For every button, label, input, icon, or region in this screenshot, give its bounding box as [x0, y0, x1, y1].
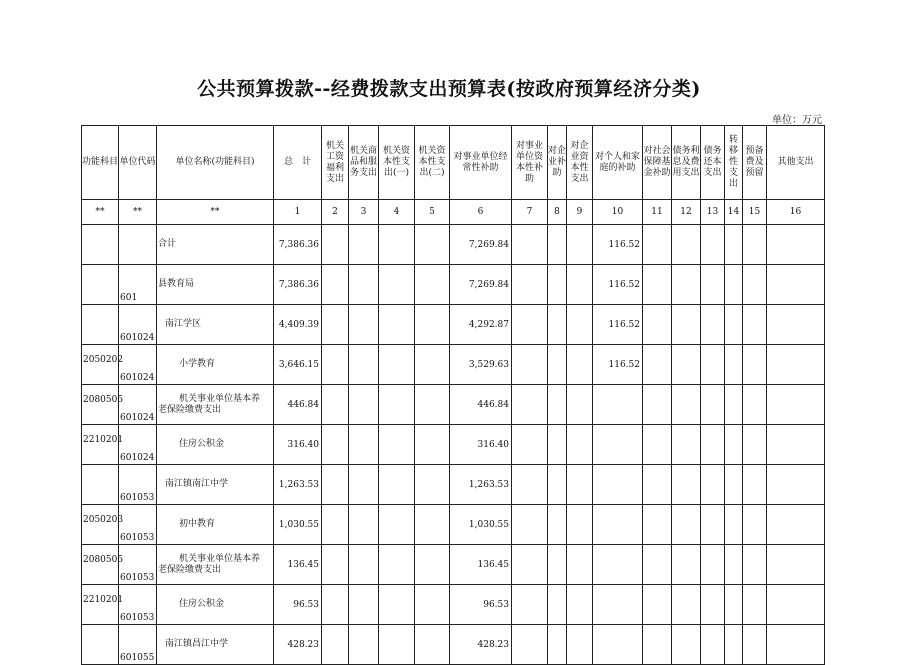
total-cell: 7,386.36: [274, 265, 322, 305]
value-cell: [767, 225, 825, 265]
func-code-cell: 2210201: [82, 585, 119, 625]
unit-code-cell: [119, 225, 157, 265]
table-row: [82, 505, 825, 545]
value-cell: [643, 425, 672, 465]
value-cell: [643, 345, 672, 385]
value-cell: [701, 305, 725, 345]
value-cell: [593, 545, 643, 585]
value-cell: [548, 425, 567, 465]
unit-name-line: 老保险缴费支出: [158, 404, 222, 415]
value-cell: [548, 305, 567, 345]
value-cell: [701, 425, 725, 465]
value-cell: [725, 585, 743, 625]
value-cell: [743, 345, 767, 385]
value-cell: [322, 305, 349, 345]
value-cell: [322, 265, 349, 305]
value-cell: [767, 385, 825, 425]
value-cell: [349, 545, 379, 585]
unit-code-cell: 601053: [119, 585, 157, 625]
value-cell: [548, 625, 567, 665]
col-header: 机关商品和服务支出: [349, 126, 379, 200]
value-cell: [379, 505, 415, 545]
value-cell: 116.52: [593, 345, 643, 385]
value-cell: [672, 465, 701, 505]
value-cell: [743, 225, 767, 265]
unit-name-cell: 南江镇昌江中学: [157, 625, 274, 665]
total-cell: 136.45: [274, 545, 322, 585]
index-cell: 1: [274, 200, 322, 225]
table-row: [82, 265, 825, 305]
func-code-cell: 2210201: [82, 425, 119, 465]
index-cell: 2: [322, 200, 349, 225]
value-cell: [743, 305, 767, 345]
value-cell: [743, 465, 767, 505]
col-header: 单位代码: [119, 126, 157, 200]
value-cell: [548, 585, 567, 625]
col-header: 总 计: [274, 126, 322, 200]
value-cell: 1,030.55: [450, 505, 512, 545]
value-cell: [322, 465, 349, 505]
value-cell: [743, 545, 767, 585]
value-cell: [701, 385, 725, 425]
unit-label: 单位：万元: [772, 115, 822, 126]
value-cell: [379, 425, 415, 465]
value-cell: [672, 585, 701, 625]
value-cell: [593, 465, 643, 505]
value-cell: [322, 585, 349, 625]
index-cell: 11: [643, 200, 672, 225]
value-cell: [725, 265, 743, 305]
col-header: 对企业补助: [548, 126, 567, 200]
value-cell: [567, 425, 593, 465]
value-cell: [701, 345, 725, 385]
index-cell: 14: [725, 200, 743, 225]
value-cell: [415, 505, 450, 545]
value-cell: [672, 625, 701, 665]
value-cell: [349, 225, 379, 265]
total-cell: 3,646.15: [274, 345, 322, 385]
value-cell: 3,529.63: [450, 345, 512, 385]
value-cell: [767, 505, 825, 545]
value-cell: 316.40: [450, 425, 512, 465]
total-cell: 7,386.36: [274, 225, 322, 265]
value-cell: [567, 345, 593, 385]
budget-table: [81, 125, 825, 665]
value-cell: [548, 265, 567, 305]
unit-name-cell: [157, 385, 274, 425]
index-cell: 10: [593, 200, 643, 225]
func-code-cell: 2050202: [82, 345, 119, 385]
value-cell: [512, 545, 548, 585]
header-row: [82, 126, 825, 200]
table-row: [82, 345, 825, 385]
index-cell: **: [82, 200, 119, 225]
unit-name-cell: 住房公积金: [157, 585, 274, 625]
value-cell: [643, 225, 672, 265]
value-cell: [512, 505, 548, 545]
total-cell: 4,409.39: [274, 305, 322, 345]
value-cell: [725, 625, 743, 665]
col-header: 功能科目: [82, 126, 119, 200]
value-cell: [512, 225, 548, 265]
total-cell: 96.53: [274, 585, 322, 625]
unit-name-cell: [157, 545, 274, 585]
table-row: [82, 425, 825, 465]
value-cell: [349, 505, 379, 545]
value-cell: [415, 225, 450, 265]
value-cell: [672, 265, 701, 305]
value-cell: [548, 545, 567, 585]
value-cell: [567, 465, 593, 505]
value-cell: [643, 505, 672, 545]
value-cell: [567, 225, 593, 265]
index-cell: 15: [743, 200, 767, 225]
value-cell: [379, 305, 415, 345]
func-code-cell: [82, 305, 119, 345]
value-cell: [725, 545, 743, 585]
value-cell: [701, 545, 725, 585]
func-code-cell: [82, 465, 119, 505]
value-cell: [349, 305, 379, 345]
index-cell: 3: [349, 200, 379, 225]
value-cell: [672, 225, 701, 265]
value-cell: [349, 625, 379, 665]
value-cell: [379, 465, 415, 505]
value-cell: [672, 305, 701, 345]
value-cell: [672, 425, 701, 465]
value-cell: [322, 345, 349, 385]
value-cell: [593, 505, 643, 545]
value-cell: [415, 425, 450, 465]
value-cell: [743, 585, 767, 625]
col-header: 其他支出: [767, 126, 825, 200]
value-cell: [567, 265, 593, 305]
value-cell: [672, 385, 701, 425]
value-cell: [743, 625, 767, 665]
value-cell: [379, 385, 415, 425]
index-cell: 13: [701, 200, 725, 225]
value-cell: [725, 305, 743, 345]
value-cell: [379, 625, 415, 665]
value-cell: [512, 625, 548, 665]
value-cell: 428.23: [450, 625, 512, 665]
unit-code-cell: 601024: [119, 425, 157, 465]
value-cell: [512, 425, 548, 465]
value-cell: [701, 505, 725, 545]
value-cell: [767, 545, 825, 585]
value-cell: [567, 545, 593, 585]
func-code-cell: 2080505: [82, 545, 119, 585]
value-cell: [415, 585, 450, 625]
unit-name-cell: 小学教育: [157, 345, 274, 385]
value-cell: [322, 625, 349, 665]
value-cell: [701, 625, 725, 665]
value-cell: [548, 225, 567, 265]
value-cell: 116.52: [593, 265, 643, 305]
value-cell: [593, 385, 643, 425]
value-cell: [672, 545, 701, 585]
value-cell: [512, 345, 548, 385]
value-cell: [767, 305, 825, 345]
unit-name-cell: 住房公积金: [157, 425, 274, 465]
value-cell: [322, 545, 349, 585]
table-row: [82, 465, 825, 505]
func-code-cell: 2050203: [82, 505, 119, 545]
value-cell: 116.52: [593, 225, 643, 265]
index-cell: 5: [415, 200, 450, 225]
func-code-cell: 2080505: [82, 385, 119, 425]
value-cell: [548, 345, 567, 385]
value-cell: [643, 385, 672, 425]
value-cell: [643, 545, 672, 585]
table-row: [82, 625, 825, 665]
value-cell: [643, 625, 672, 665]
value-cell: [672, 345, 701, 385]
value-cell: [725, 385, 743, 425]
value-cell: [379, 225, 415, 265]
col-header: 对事业单位经常性补助: [450, 126, 512, 200]
value-cell: [349, 265, 379, 305]
col-header: 对企业资本性支出: [567, 126, 593, 200]
value-cell: [725, 505, 743, 545]
table-row: [82, 305, 825, 345]
value-cell: [415, 545, 450, 585]
unit-code-cell: 601024: [119, 305, 157, 345]
index-cell: **: [119, 200, 157, 225]
func-code-cell: [82, 225, 119, 265]
col-header: 机关工资福利支出: [322, 126, 349, 200]
index-cell: 9: [567, 200, 593, 225]
value-cell: [548, 505, 567, 545]
value-cell: 116.52: [593, 305, 643, 345]
value-cell: 446.84: [450, 385, 512, 425]
value-cell: [415, 265, 450, 305]
unit-name-line: 机关事业单位基本养: [179, 393, 261, 404]
table-row: [82, 545, 825, 585]
value-cell: 1,263.53: [450, 465, 512, 505]
value-cell: [415, 465, 450, 505]
value-cell: [512, 465, 548, 505]
value-cell: [379, 545, 415, 585]
value-cell: [767, 585, 825, 625]
value-cell: [643, 265, 672, 305]
func-code-cell: [82, 625, 119, 665]
value-cell: [349, 425, 379, 465]
value-cell: [415, 345, 450, 385]
total-cell: 1,263.53: [274, 465, 322, 505]
value-cell: [725, 425, 743, 465]
value-cell: [548, 385, 567, 425]
unit-name-cell: 合计: [157, 225, 274, 265]
value-cell: [415, 625, 450, 665]
index-cell: 8: [548, 200, 567, 225]
col-header: 对个人和家庭的补助: [593, 126, 643, 200]
unit-name-cell: 初中教育: [157, 505, 274, 545]
index-cell: 12: [672, 200, 701, 225]
col-header: 机关资本性支出(一): [379, 126, 415, 200]
table-row: [82, 225, 825, 265]
unit-name-cell: 南江学区: [157, 305, 274, 345]
col-header: 单位名称(功能科目): [157, 126, 274, 200]
value-cell: [767, 345, 825, 385]
value-cell: [415, 305, 450, 345]
value-cell: [322, 385, 349, 425]
table-body: [82, 200, 825, 665]
index-cell: 7: [512, 200, 548, 225]
value-cell: [701, 465, 725, 505]
value-cell: [548, 465, 567, 505]
value-cell: 7,269.84: [450, 265, 512, 305]
value-cell: [567, 505, 593, 545]
value-cell: [512, 585, 548, 625]
value-cell: [725, 465, 743, 505]
value-cell: [743, 385, 767, 425]
value-cell: [349, 385, 379, 425]
value-cell: [415, 385, 450, 425]
unit-code-cell: 601053: [119, 465, 157, 505]
total-cell: 316.40: [274, 425, 322, 465]
value-cell: [743, 265, 767, 305]
value-cell: [767, 265, 825, 305]
unit-name-cell: 南江镇南江中学: [157, 465, 274, 505]
value-cell: [512, 305, 548, 345]
value-cell: 136.45: [450, 545, 512, 585]
unit-code-cell: 601055: [119, 625, 157, 665]
value-cell: [701, 265, 725, 305]
unit-code-cell: 601053: [119, 505, 157, 545]
value-cell: [725, 225, 743, 265]
value-cell: [379, 345, 415, 385]
value-cell: [767, 425, 825, 465]
unit-code-cell: 601024: [119, 345, 157, 385]
total-cell: 428.23: [274, 625, 322, 665]
value-cell: [743, 425, 767, 465]
func-code-cell: [82, 265, 119, 305]
col-header: 预备费及预留: [743, 126, 767, 200]
value-cell: [322, 505, 349, 545]
unit-code-cell: 601053: [119, 545, 157, 585]
value-cell: [643, 585, 672, 625]
page-title: 公共预算拨款--经费拨款支出预算表(按政府预算经济分类): [197, 78, 701, 100]
col-header: 债务还本支出: [701, 126, 725, 200]
value-cell: [767, 465, 825, 505]
value-cell: [379, 585, 415, 625]
unit-code-cell: 601024: [119, 385, 157, 425]
value-cell: [379, 265, 415, 305]
index-cell: **: [157, 200, 274, 225]
value-cell: [349, 585, 379, 625]
col-header: 机关资本性支出(二): [415, 126, 450, 200]
index-cell: 4: [379, 200, 415, 225]
col-header: 转移性支出: [725, 126, 743, 200]
value-cell: [672, 505, 701, 545]
value-cell: [349, 465, 379, 505]
index-row: [82, 200, 825, 225]
total-cell: 1,030.55: [274, 505, 322, 545]
total-cell: 446.84: [274, 385, 322, 425]
index-cell: 16: [767, 200, 825, 225]
value-cell: [725, 345, 743, 385]
value-cell: [349, 345, 379, 385]
col-header: 对事业单位资本性补助: [512, 126, 548, 200]
unit-name-line: 老保险缴费支出: [158, 564, 222, 575]
value-cell: 4,292.87: [450, 305, 512, 345]
value-cell: [567, 585, 593, 625]
value-cell: 96.53: [450, 585, 512, 625]
table-row: [82, 585, 825, 625]
value-cell: [643, 465, 672, 505]
value-cell: [322, 425, 349, 465]
value-cell: 7,269.84: [450, 225, 512, 265]
unit-name-line: 机关事业单位基本养: [179, 553, 261, 564]
value-cell: [567, 625, 593, 665]
value-cell: [593, 585, 643, 625]
table-row: [82, 385, 825, 425]
value-cell: [643, 305, 672, 345]
value-cell: [512, 265, 548, 305]
value-cell: [743, 505, 767, 545]
col-header: 债务利息及费用支出: [672, 126, 701, 200]
value-cell: [512, 385, 548, 425]
value-cell: [701, 225, 725, 265]
value-cell: [593, 625, 643, 665]
value-cell: [767, 625, 825, 665]
index-cell: 6: [450, 200, 512, 225]
value-cell: [701, 585, 725, 625]
value-cell: [322, 225, 349, 265]
col-header: 对社会保障基金补助: [643, 126, 672, 200]
unit-code-cell: 601: [119, 265, 157, 305]
value-cell: [593, 425, 643, 465]
value-cell: [567, 385, 593, 425]
unit-name-cell: 县教育局: [157, 265, 274, 305]
value-cell: [567, 305, 593, 345]
